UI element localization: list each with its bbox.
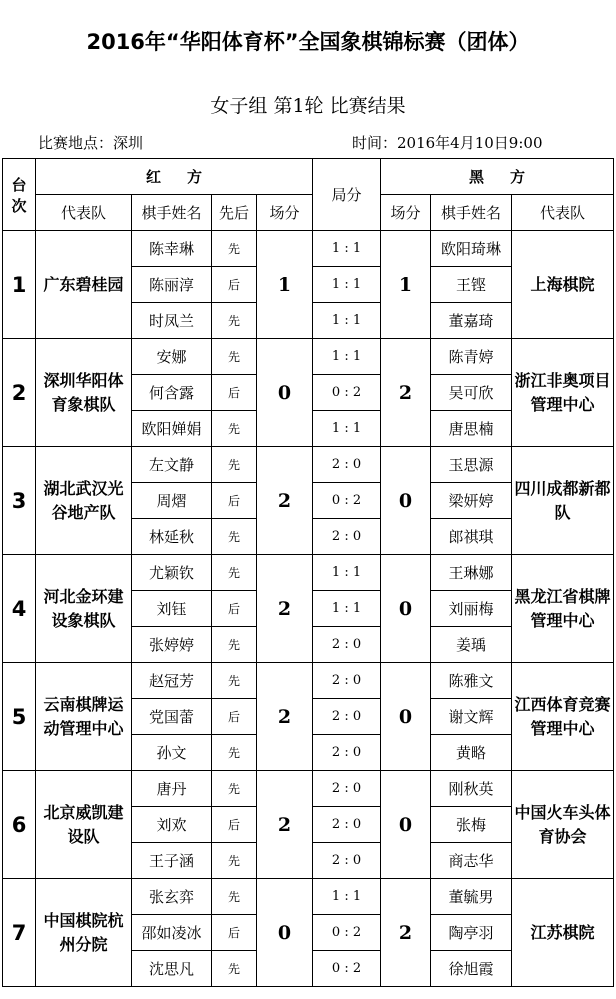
red-team-header: 代表队 bbox=[36, 195, 132, 231]
results-table bbox=[2, 158, 614, 987]
black-player: 董毓男 bbox=[431, 879, 512, 915]
red-player: 左文静 bbox=[132, 447, 212, 483]
move-order: 先 bbox=[212, 879, 257, 915]
red-player: 陈丽淳 bbox=[132, 267, 212, 303]
black-match-points: 2 bbox=[381, 339, 431, 447]
red-match-points: 2 bbox=[257, 771, 313, 879]
red-team: 中国棋院杭州分院 bbox=[36, 879, 132, 987]
black-player: 陈雅文 bbox=[431, 663, 512, 699]
red-player: 党国蕾 bbox=[132, 699, 212, 735]
red-player: 何含露 bbox=[132, 375, 212, 411]
black-player: 陈青婷 bbox=[431, 339, 512, 375]
game-score: 0 : 2 bbox=[313, 915, 381, 951]
game-score: 2 : 0 bbox=[313, 519, 381, 555]
red-player: 陈幸琳 bbox=[132, 231, 212, 267]
move-order: 先 bbox=[212, 771, 257, 807]
black-player: 徐旭霞 bbox=[431, 951, 512, 987]
black-player: 陶亭羽 bbox=[431, 915, 512, 951]
red-side-header: 红方 bbox=[36, 159, 313, 195]
black-player: 董嘉琦 bbox=[431, 303, 512, 339]
move-order: 先 bbox=[212, 555, 257, 591]
black-team: 江西体育竞赛管理中心 bbox=[512, 663, 614, 771]
game-score: 1 : 1 bbox=[313, 339, 381, 375]
move-order: 先 bbox=[212, 519, 257, 555]
order-header: 先后 bbox=[212, 195, 257, 231]
red-team: 河北金环建设象棋队 bbox=[36, 555, 132, 663]
venue-label: 比赛地点：深圳 bbox=[38, 134, 144, 152]
black-match-points: 0 bbox=[381, 663, 431, 771]
board-number: 5 bbox=[3, 663, 36, 771]
black-team: 江苏棋院 bbox=[512, 879, 614, 987]
black-side-header: 黑方 bbox=[381, 159, 614, 195]
move-order: 先 bbox=[212, 951, 257, 987]
red-player: 唐丹 bbox=[132, 771, 212, 807]
move-order: 后 bbox=[212, 267, 257, 303]
game-score: 2 : 0 bbox=[313, 735, 381, 771]
red-player: 刘钰 bbox=[132, 591, 212, 627]
board-number: 4 bbox=[3, 555, 36, 663]
black-player: 黄略 bbox=[431, 735, 512, 771]
red-team: 深圳华阳体育象棋队 bbox=[36, 339, 132, 447]
red-team: 云南棋牌运动管理中心 bbox=[36, 663, 132, 771]
black-player: 姜瑀 bbox=[431, 627, 512, 663]
game-row bbox=[3, 879, 614, 915]
red-player: 邵如凌冰 bbox=[132, 915, 212, 951]
black-player: 玉思源 bbox=[431, 447, 512, 483]
black-player: 梁妍婷 bbox=[431, 483, 512, 519]
black-player: 唐思楠 bbox=[431, 411, 512, 447]
black-player: 欧阳琦琳 bbox=[431, 231, 512, 267]
black-player: 吴可欣 bbox=[431, 375, 512, 411]
black-player-header: 棋手姓名 bbox=[431, 195, 512, 231]
game-score: 1 : 1 bbox=[313, 591, 381, 627]
game-score: 2 : 0 bbox=[313, 663, 381, 699]
black-pts-header: 场分 bbox=[381, 195, 431, 231]
black-player: 商志华 bbox=[431, 843, 512, 879]
red-player: 周熠 bbox=[132, 483, 212, 519]
red-player: 刘欢 bbox=[132, 807, 212, 843]
page-subtitle: 女子组 第1轮 比赛结果 bbox=[210, 95, 406, 117]
red-player: 林延秋 bbox=[132, 519, 212, 555]
game-score: 2 : 0 bbox=[313, 447, 381, 483]
red-player: 张婷婷 bbox=[132, 627, 212, 663]
black-player: 张梅 bbox=[431, 807, 512, 843]
red-player: 王子涵 bbox=[132, 843, 212, 879]
move-order: 先 bbox=[212, 339, 257, 375]
black-team: 四川成都新都队 bbox=[512, 447, 614, 555]
game-score: 0 : 2 bbox=[313, 375, 381, 411]
black-match-points: 2 bbox=[381, 879, 431, 987]
black-team-header: 代表队 bbox=[512, 195, 614, 231]
game-score-header: 局分 bbox=[313, 159, 381, 231]
red-match-points: 1 bbox=[257, 231, 313, 339]
game-row bbox=[3, 555, 614, 591]
game-score: 1 : 1 bbox=[313, 879, 381, 915]
black-player: 郎祺琪 bbox=[431, 519, 512, 555]
game-row bbox=[3, 771, 614, 807]
black-team: 上海棋院 bbox=[512, 231, 614, 339]
game-score: 1 : 1 bbox=[313, 555, 381, 591]
game-row bbox=[3, 231, 614, 267]
red-player: 张玄弈 bbox=[132, 879, 212, 915]
black-match-points: 0 bbox=[381, 447, 431, 555]
black-player: 刘丽梅 bbox=[431, 591, 512, 627]
move-order: 后 bbox=[212, 591, 257, 627]
black-player: 王铿 bbox=[431, 267, 512, 303]
red-player: 孙文 bbox=[132, 735, 212, 771]
game-score: 1 : 1 bbox=[313, 303, 381, 339]
red-team: 北京威凯建设队 bbox=[36, 771, 132, 879]
game-row bbox=[3, 663, 614, 699]
black-match-points: 1 bbox=[381, 231, 431, 339]
move-order: 后 bbox=[212, 699, 257, 735]
red-player: 沈思凡 bbox=[132, 951, 212, 987]
move-order: 后 bbox=[212, 915, 257, 951]
red-match-points: 2 bbox=[257, 555, 313, 663]
move-order: 后 bbox=[212, 375, 257, 411]
board-header: 台 次 bbox=[3, 159, 36, 231]
game-score: 1 : 1 bbox=[313, 231, 381, 267]
red-player: 安娜 bbox=[132, 339, 212, 375]
red-pts-header: 场分 bbox=[257, 195, 313, 231]
red-team: 广东碧桂园 bbox=[36, 231, 132, 339]
red-match-points: 0 bbox=[257, 879, 313, 987]
game-score: 2 : 0 bbox=[313, 627, 381, 663]
game-score: 1 : 1 bbox=[313, 411, 381, 447]
board-number: 6 bbox=[3, 771, 36, 879]
red-match-points: 2 bbox=[257, 447, 313, 555]
game-row bbox=[3, 339, 614, 375]
red-player: 欧阳婵娟 bbox=[132, 411, 212, 447]
game-score: 0 : 2 bbox=[313, 951, 381, 987]
move-order: 先 bbox=[212, 843, 257, 879]
red-player: 尤颖钦 bbox=[132, 555, 212, 591]
black-player: 王琳娜 bbox=[431, 555, 512, 591]
red-player: 赵冠芳 bbox=[132, 663, 212, 699]
game-score: 2 : 0 bbox=[313, 843, 381, 879]
game-score: 0 : 2 bbox=[313, 483, 381, 519]
move-order: 先 bbox=[212, 303, 257, 339]
move-order: 先 bbox=[212, 663, 257, 699]
move-order: 后 bbox=[212, 807, 257, 843]
game-score: 2 : 0 bbox=[313, 771, 381, 807]
game-row bbox=[3, 447, 614, 483]
move-order: 先 bbox=[212, 627, 257, 663]
red-match-points: 2 bbox=[257, 663, 313, 771]
move-order: 先 bbox=[212, 447, 257, 483]
game-score: 2 : 0 bbox=[313, 807, 381, 843]
black-team: 中国火车头体育协会 bbox=[512, 771, 614, 879]
move-order: 先 bbox=[212, 231, 257, 267]
game-score: 1 : 1 bbox=[313, 267, 381, 303]
move-order: 后 bbox=[212, 483, 257, 519]
black-team: 浙江非奥项目管理中心 bbox=[512, 339, 614, 447]
board-number: 1 bbox=[3, 231, 36, 339]
move-order: 先 bbox=[212, 411, 257, 447]
game-score: 2 : 0 bbox=[313, 699, 381, 735]
time-label: 时间：2016年4月10日9:00 bbox=[352, 134, 543, 152]
black-match-points: 0 bbox=[381, 771, 431, 879]
black-player: 谢文辉 bbox=[431, 699, 512, 735]
red-team: 湖北武汉光谷地产队 bbox=[36, 447, 132, 555]
black-match-points: 0 bbox=[381, 555, 431, 663]
board-number: 7 bbox=[3, 879, 36, 987]
board-number: 3 bbox=[3, 447, 36, 555]
black-team: 黑龙江省棋牌管理中心 bbox=[512, 555, 614, 663]
page-title: 2016年“华阳体育杯”全国象棋锦标赛（团体） bbox=[86, 30, 530, 54]
red-player-header: 棋手姓名 bbox=[132, 195, 212, 231]
red-player: 时凤兰 bbox=[132, 303, 212, 339]
black-player: 刚秋英 bbox=[431, 771, 512, 807]
board-number: 2 bbox=[3, 339, 36, 447]
move-order: 先 bbox=[212, 735, 257, 771]
red-match-points: 0 bbox=[257, 339, 313, 447]
